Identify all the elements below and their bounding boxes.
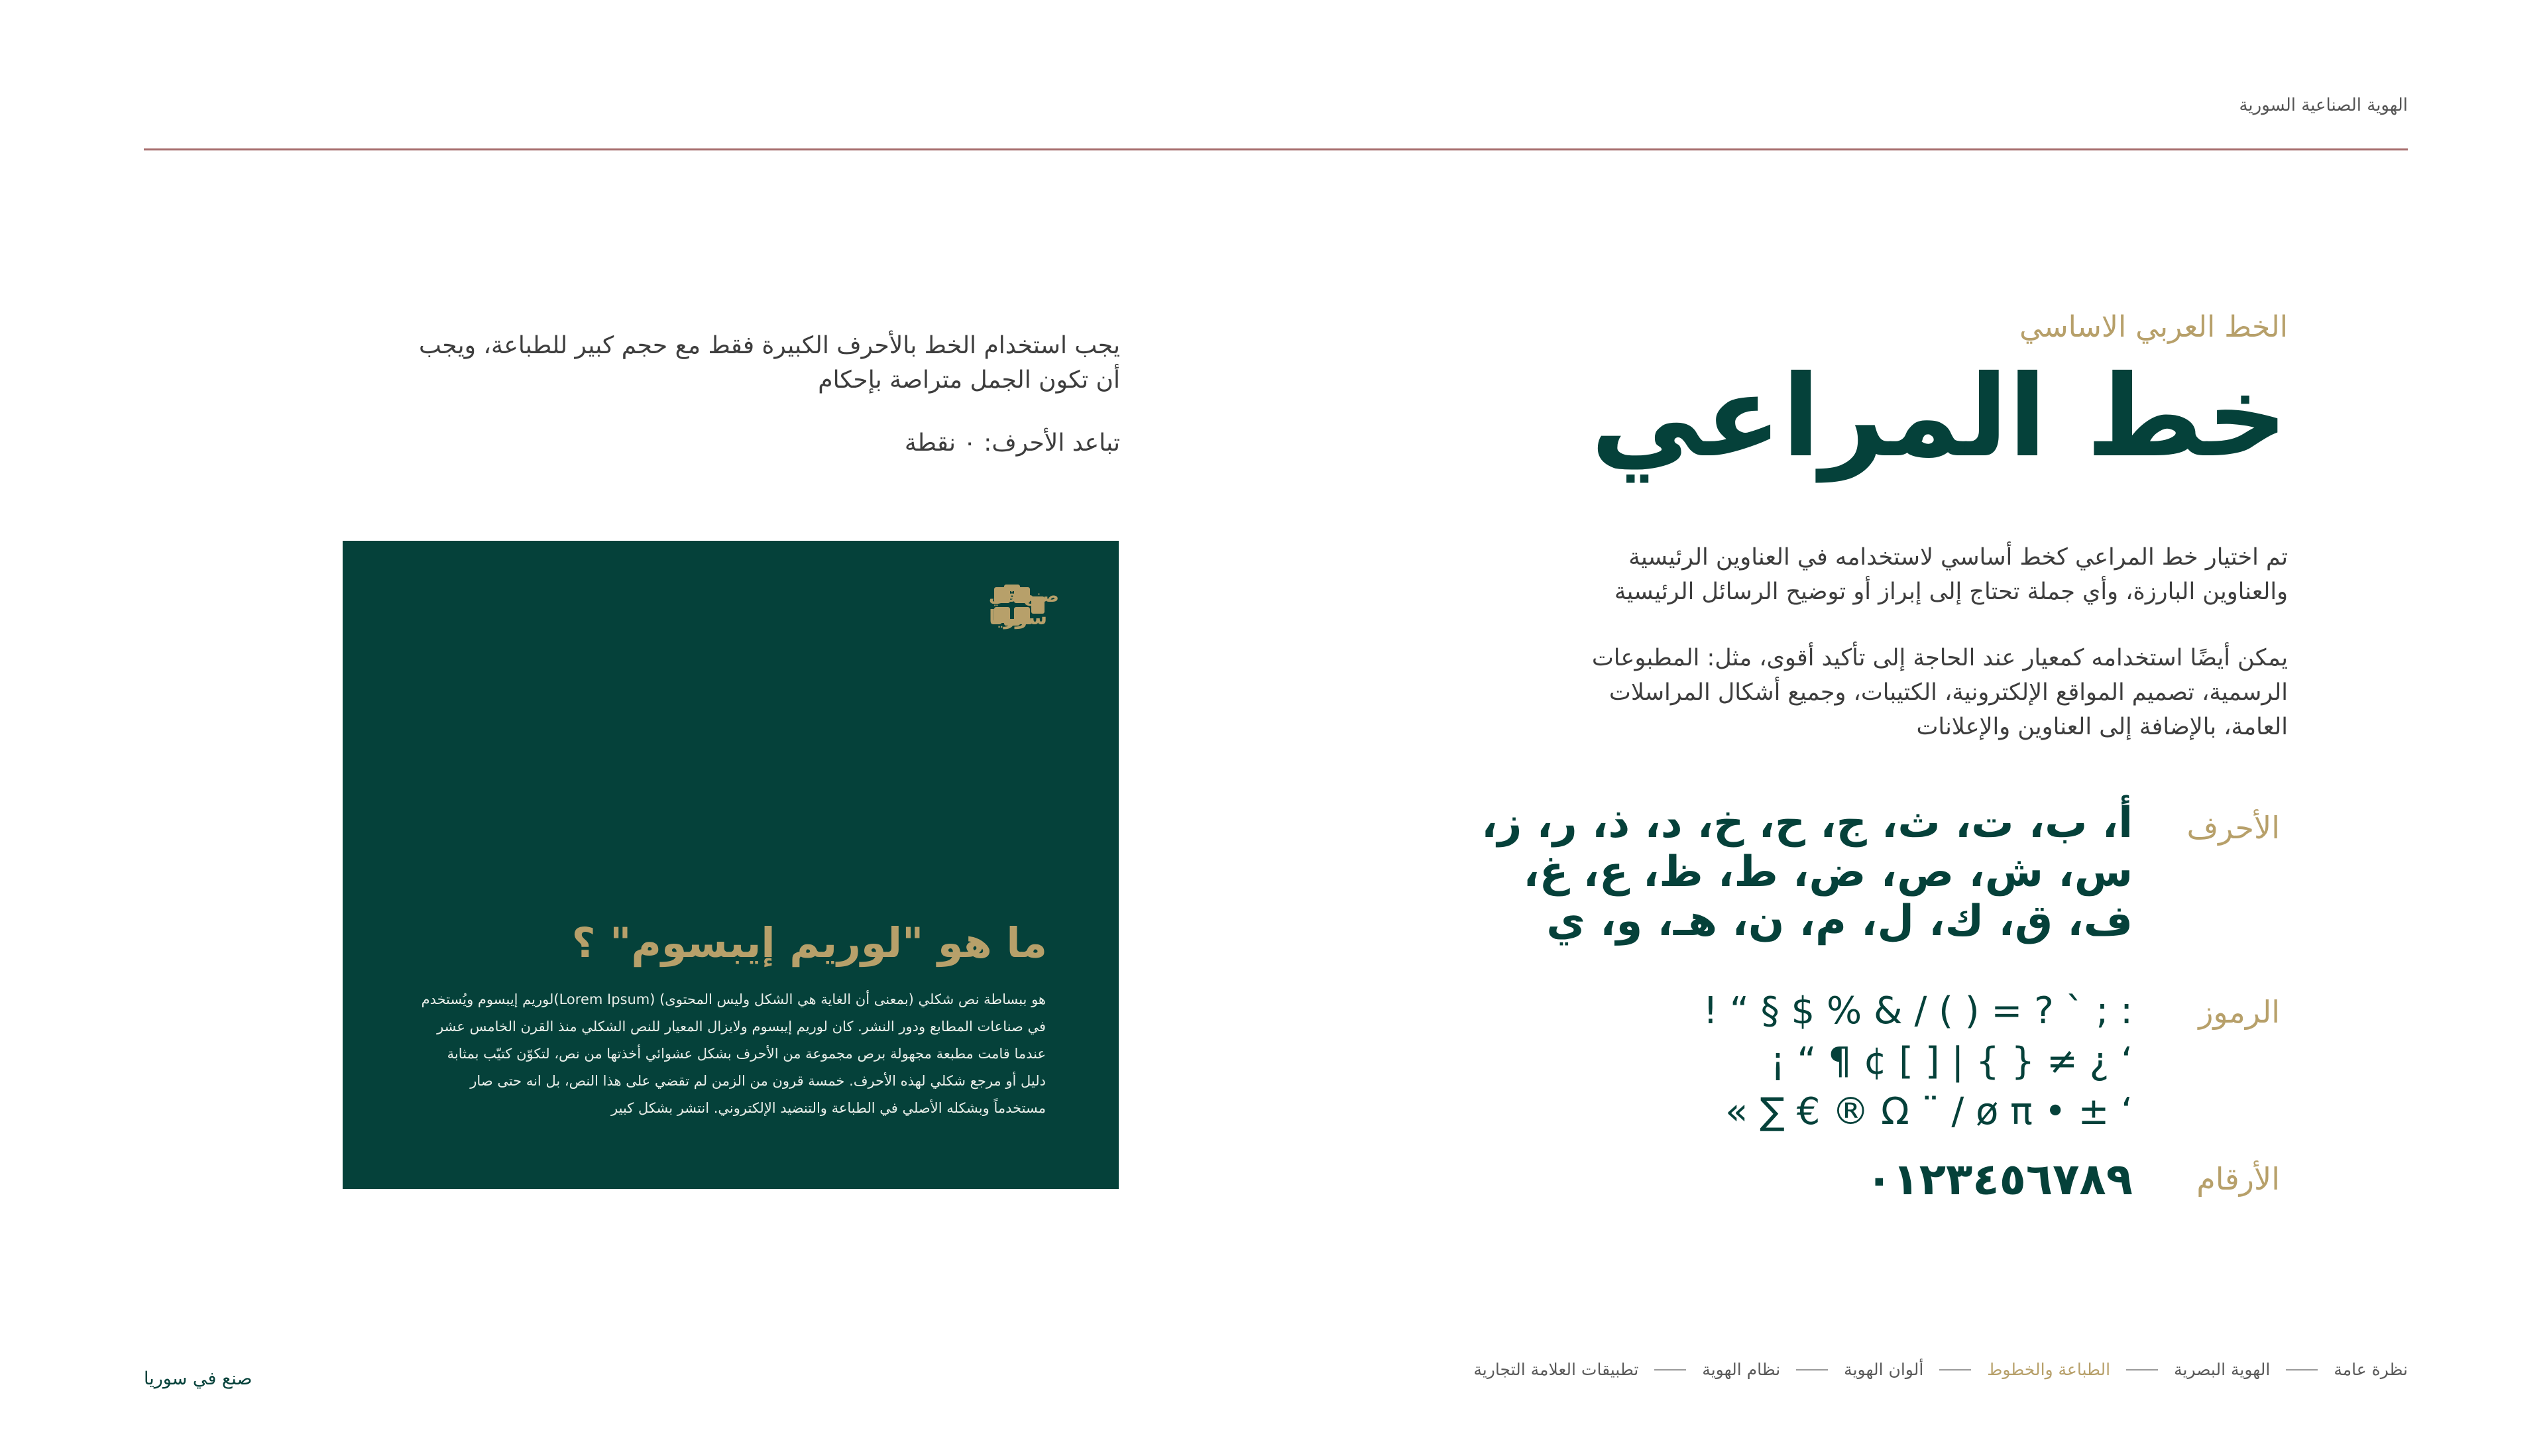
typeface-name: خط المراعي [1591,351,2288,482]
logo-text-2: سوريا [989,606,1048,630]
nav-separator [1939,1369,1971,1371]
letters-label: الأحرف [2186,810,2280,846]
footer-brand: صنع في سوريا [144,1369,253,1389]
logo-text-1: صنع في [989,587,1059,606]
symbols-label: الرموز [2198,994,2280,1030]
typeface-description-1: تم اختيار خط المراعي كخط أساسي لاستخدامه في العناوين الرئيسية والعناوين البارزة، وأي جملة تحتاج إلى إبراز أو توضيح الرسائل الرئيسية [1614,544,2288,605]
card-body-text: هو ببساطة نص شكلي (بمعنى أن الغاية هي الشكل وليس المحتوى) (Lorem Ipsum)لوريم إيبسوم ويُستخدم في صناعات المطابع ودور النشر. كان لوريم إيبسوم ولايزال المعيار للنص الشكلي منذ القرن الخامس عشر عندما قامت مطبعة مجهولة برص مجموعة من الأحرف بشكل عشوائي أخذتها من نص، لتكوّن كتيّب بمثابة دليل أو مرجع شكلي لهذه الأحرف. خمسة قرون من الزمن لم تقضي على هذا النص، بل انه حتى صار مستخدماً وبشكله الأصلي في الطباعة والتنضيد الإلكتروني. انتشر بشكل كبير [421,991,1046,1116]
nav-separator [2126,1369,2158,1371]
card-heading: ما هو "لوريم إيبسوم" ؟ [571,919,1047,967]
symbols-line: ! “ § $ % & / ( ) = ? ` ; : [1703,989,2133,1033]
letter-spacing-note: تباعد الأحرف: ٠ نقطة [904,429,1120,457]
header-divider [144,148,2408,150]
logo-icon [908,585,1059,638]
nav-item-typography[interactable]: الطباعة والخطوط [1987,1360,2111,1379]
usage-note: يجب استخدام الخط بالأحرف الكبيرة فقط مع حجم كبير للطباعة، ويجب أن تكون الجمل متراصة بإحكام [419,332,1120,394]
letters-line: أ، ب، ت، ث، ج، ح، خ، د، ذ، ر، ز، [1481,799,2133,848]
letters-line: ف، ق، ك، ل، م، ن، هـ، و، ي [1546,897,2133,946]
symbols-line: ¡ “ ¶ ¢ [ ] | { } ≠ ¿ ‘ [1770,1040,2133,1083]
nav-item-overview[interactable]: نظرة عامة [2334,1360,2408,1379]
typeface-description-2: يمكن أيضًا استخدامه كمعيار عند الحاجة إلى تأكيد أقوى، مثل: المطبوعات الرسمية، تصميم المواقع الإلكترونية، الكتيبات، وجميع أشكال المراسلات العامة، بالإضافة إلى العناوين والإعلانات [1591,645,2288,740]
footer-navigation [1473,1360,2408,1379]
numbers-specimen: ٠١٢٣٤٥٦٧٨٩ [1866,1154,2133,1205]
letters-specimen [1481,799,2133,946]
symbols-specimen [1703,986,2133,1137]
made-in-syria-logo [908,585,1059,638]
section-label: الخط العربي الاساسي [2019,310,2288,344]
document-title: الهوية الصناعية السورية [2239,95,2408,115]
symbols-line: « ∑ € ® Ω ¨ / ø π • ± ‘ [1725,1090,2133,1133]
letters-line: س، ش، ص، ض، ط، ظ، ع، غ، [1523,848,2133,897]
nav-item-identity-system[interactable]: نظام الهوية [1702,1360,1781,1379]
nav-item-colors[interactable]: ألوان الهوية [1844,1360,1924,1379]
sample-card [343,541,1119,1189]
nav-separator [1654,1369,1686,1371]
nav-item-visual-identity[interactable]: الهوية البصرية [2174,1360,2271,1379]
nav-item-brand-applications[interactable]: تطبيقات العلامة التجارية [1473,1360,1639,1379]
numbers-label: الأرقام [2196,1161,2280,1197]
nav-separator [2286,1369,2318,1371]
nav-separator [1796,1369,1828,1371]
